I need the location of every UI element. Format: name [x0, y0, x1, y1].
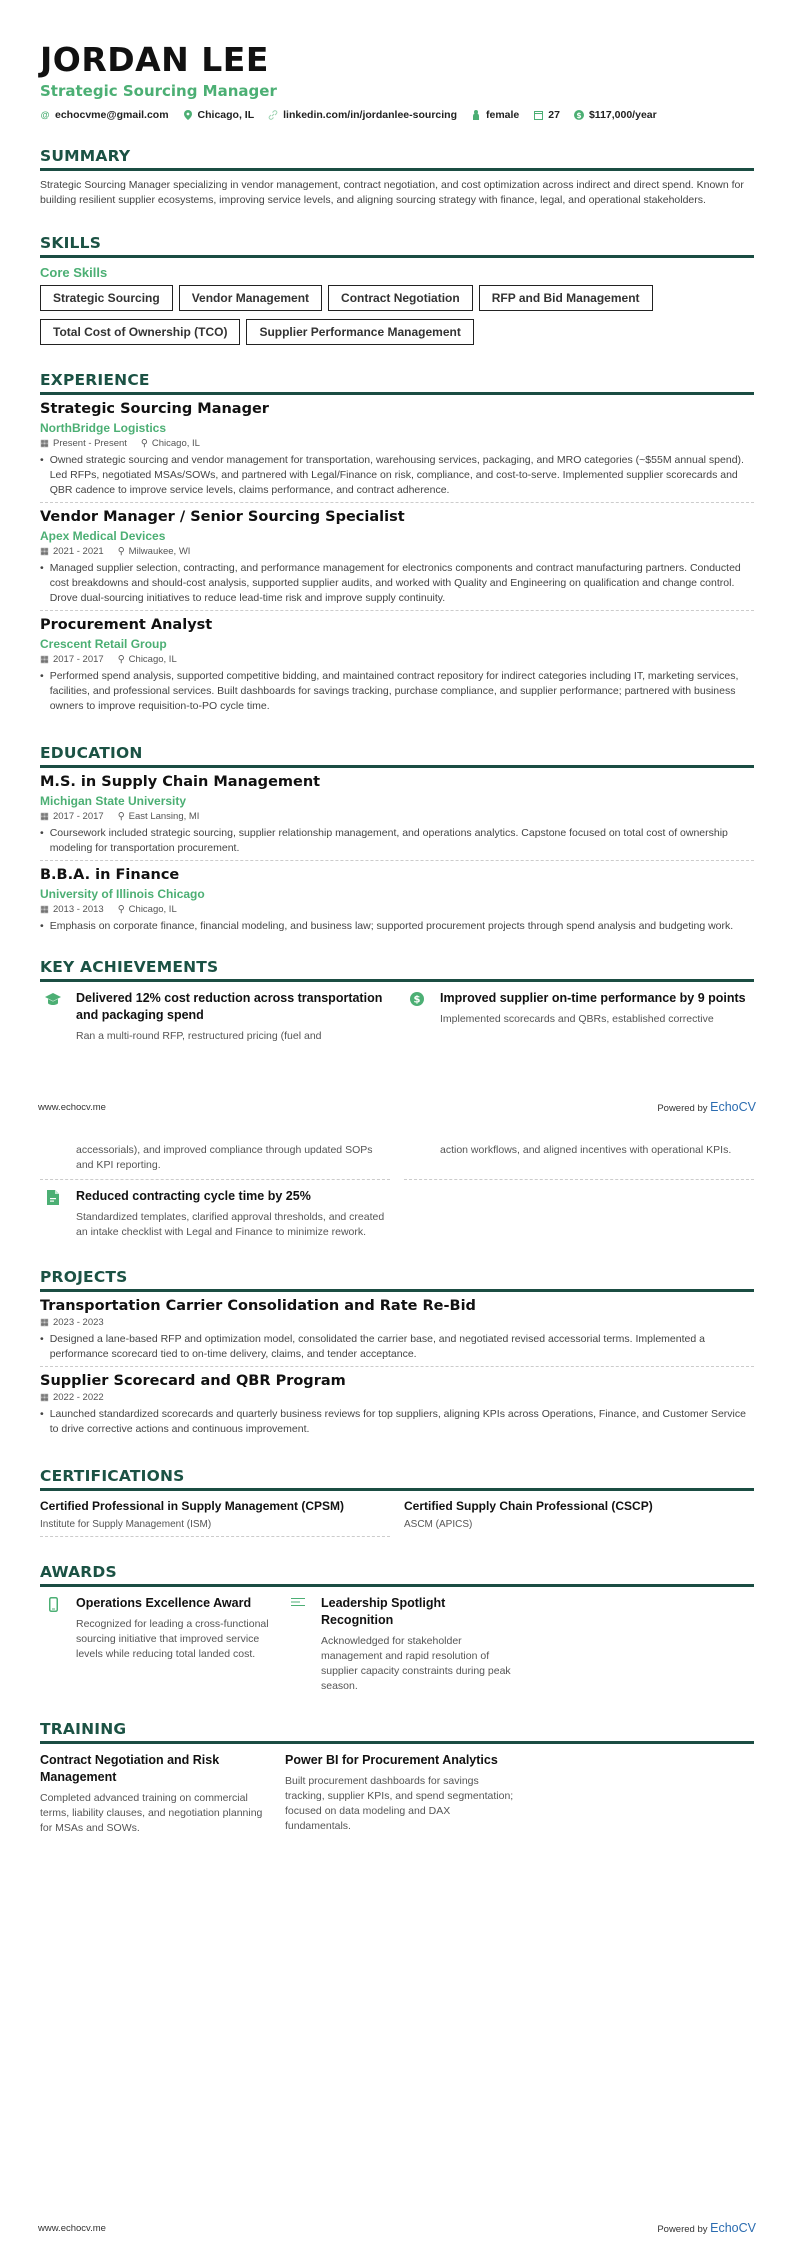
calendar-icon: ▦: [40, 1317, 49, 1328]
achievement-desc: Standardized templates, clarified approval thresholds, and created an intake checklist with Legal and Finance to minimize rework.: [76, 1211, 385, 1238]
achievements-section: [40, 958, 754, 1050]
certification-title: Certified Supply Chain Professional (CSCP): [404, 1499, 653, 1513]
email-icon: @: [40, 110, 50, 120]
certification-item: [40, 1491, 390, 1537]
document-icon: [40, 1188, 66, 1240]
section-heading: CERTIFICATIONS: [40, 1467, 754, 1491]
location-icon: ⚲: [117, 654, 125, 665]
certifications-grid: [40, 1491, 754, 1537]
entry-meta: ▦ 2022 - 2022: [40, 1392, 104, 1403]
achievements-grid: [40, 982, 754, 1050]
skill-chip: Vendor Management: [179, 285, 322, 311]
award-title: Leadership Spotlight Recognition: [321, 1596, 446, 1627]
location-icon: ⚲: [140, 438, 148, 449]
candidate-name: JORDAN LEE: [40, 40, 269, 79]
contact-age: 27: [533, 109, 560, 121]
entry-meta: ▦ 2017 - 2017 ⚲ East Lansing, MI: [40, 811, 200, 822]
contact-linkedin[interactable]: linkedin.com/in/jordanlee-sourcing: [268, 109, 457, 121]
section-heading: SKILLS: [40, 234, 754, 258]
entry-bullet: • Launched standardized scorecards and quarterly business reviews for top suppliers, aligning KPIs across Operations, Finance, and Customer Service to drive corrective actions and continuous improvement.: [40, 1408, 746, 1435]
candidate-title: Strategic Sourcing Manager: [40, 82, 277, 100]
education-entry: [40, 861, 754, 938]
training-item: [285, 1744, 530, 1836]
training-desc: Completed advanced training on commercial terms, liability clauses, and negotiation planning for MSAs and SOWs.: [40, 1792, 263, 1834]
achievement-title: Delivered 12% cost reduction across transportation and packaging spend: [76, 991, 383, 1022]
education-entry: [40, 768, 754, 861]
section-heading: SUMMARY: [40, 147, 754, 171]
training-title: Contract Negotiation and Risk Management: [40, 1753, 220, 1784]
skill-chip: Supplier Performance Management: [246, 319, 473, 345]
project-entry: [40, 1367, 754, 1441]
experience-entry: [40, 611, 754, 718]
section-heading: EXPERIENCE: [40, 371, 754, 395]
entry-meta: ▦ 2017 - 2017 ⚲ Chicago, IL: [40, 654, 177, 665]
skills-chips: [40, 285, 754, 345]
contact-salary: $ $117,000/year: [574, 109, 657, 121]
training-section: [40, 1720, 754, 1836]
achievement-item: [404, 982, 754, 1050]
entry-bullet: • Owned strategic sourcing and vendor management for transportation, warehousing services, packaging, and MRO categories (~$55M annual spend). Led RFPs, negotiated MSAs/SOWs, and partnered with Legal/Finance on risk, compliance, and cost-to-serve. Implemented supplier scorecards and QBR cadence to improve service levels, claims performance, and contract adherence.: [40, 454, 744, 496]
brand-logo[interactable]: EchoCV: [710, 2221, 756, 2235]
achievement-item: [40, 982, 390, 1050]
section-heading: PROJECTS: [40, 1268, 754, 1292]
calendar-icon: ▦: [40, 811, 49, 822]
skill-chip: Total Cost of Ownership (TCO): [40, 319, 240, 345]
skill-chip: Strategic Sourcing: [40, 285, 173, 311]
achievement-item: [40, 1180, 390, 1246]
mobile-icon: [40, 1595, 66, 1694]
summary-section: [40, 147, 754, 208]
job-title: Strategic Sourcing Manager: [40, 401, 269, 417]
awards-section: [40, 1563, 754, 1694]
certification-item: [404, 1491, 754, 1537]
achievement-desc: Implemented scorecards and QBRs, established corrective: [440, 1013, 714, 1025]
section-heading: EDUCATION: [40, 744, 754, 768]
skills-section: [40, 234, 754, 345]
certification-title: Certified Professional in Supply Management (CPSM): [40, 1499, 345, 1513]
svg-text:$: $: [576, 110, 582, 120]
experience-entry: [40, 503, 754, 611]
achievement-title: Improved supplier on-time performance by 9 points: [440, 991, 746, 1005]
school-name: Michigan State University: [40, 794, 187, 808]
project-title: Transportation Carrier Consolidation and Rate Re-Bid: [40, 1298, 476, 1314]
award-title: Operations Excellence Award: [76, 1596, 252, 1610]
training-title: Power BI for Procurement Analytics: [285, 1753, 498, 1767]
project-entry: [40, 1292, 754, 1367]
projects-section: [40, 1268, 754, 1441]
contact-email[interactable]: @ echocvme@gmail.com: [40, 109, 169, 121]
page-footer: [38, 1089, 756, 1123]
summary-text: Strategic Sourcing Manager specializing in vendor management, contract negotiation, and cost optimization across indirect and direct spend. Known for building resilient supplier ecosystems, improving service levels, and aligning sourcing strategy with finance, legal, and operational stakeholders.: [40, 179, 744, 206]
award-item: [40, 1587, 285, 1694]
dollar-icon: [404, 990, 430, 1044]
entry-bullet: • Managed supplier selection, contracting, and performance management for electronics components and contract manufacturing partners. Conducted cost breakdowns and should-cost analysis, supported supplier audits, and worked with Quality and Engineering on qualification and change control. Drove dual-sourcing initiatives to reduce lead-time risk and improve supply continuity.: [40, 562, 741, 604]
location-icon: [183, 110, 193, 120]
contact-row: [40, 109, 754, 121]
calendar-icon: ▦: [40, 654, 49, 665]
align-left-icon: [285, 1595, 311, 1694]
company-name: Apex Medical Devices: [40, 529, 166, 543]
entry-bullet: • Performed spend analysis, supported competitive bidding, and maintained contract repository for indirect categories including IT, marketing services, facilities, and professional services. Built dashboards for savings tracking, purchase compliance, and supplier performance; partnered with business owners to improve requisition-to-PO cycle time.: [40, 670, 739, 712]
experience-section: [40, 371, 754, 718]
award-desc: Acknowledged for stakeholder management and rapid resolution of supplier capacity constraints during peak season.: [321, 1635, 511, 1692]
location-icon: ⚲: [117, 904, 125, 915]
resume-page-2: [0, 1123, 794, 2246]
degree-title: B.B.A. in Finance: [40, 867, 180, 883]
awards-grid: [40, 1587, 754, 1694]
calendar-icon: [533, 110, 543, 120]
achievement-item-continued: [404, 1143, 754, 1180]
svg-text:$: $: [413, 994, 421, 1006]
achievement-desc: Ran a multi-round RFP, restructured pricing (fuel and: [76, 1030, 322, 1042]
money-icon: [574, 110, 584, 120]
achievement-desc: action workflows, and aligned incentives with operational KPIs.: [440, 1144, 732, 1156]
training-item: [40, 1744, 285, 1836]
certifications-section: [40, 1467, 754, 1537]
location-icon: ⚲: [117, 811, 125, 822]
entry-bullet: • Designed a lane-based RFP and optimization model, consolidated the carrier base, and negotiated revised accessorial terms. Implemented a performance scorecard tied to on-time delivery, claims, and tender acceptance.: [40, 1333, 705, 1360]
calendar-icon: ▦: [40, 546, 49, 557]
skill-chip: Contract Negotiation: [328, 285, 473, 311]
job-title: Vendor Manager / Senior Sourcing Specialist: [40, 509, 405, 525]
calendar-icon: ▦: [40, 1392, 49, 1403]
link-icon: [268, 110, 278, 120]
education-section: [40, 744, 754, 938]
contact-location: Chicago, IL: [183, 109, 255, 121]
project-title: Supplier Scorecard and QBR Program: [40, 1373, 346, 1389]
footer-site-link[interactable]: www.echocv.me: [38, 1101, 106, 1113]
skill-chip: RFP and Bid Management: [479, 285, 653, 311]
certification-issuer: Institute for Supply Management (ISM): [40, 1519, 212, 1530]
calendar-icon: ▦: [40, 904, 49, 915]
section-heading: AWARDS: [40, 1563, 754, 1587]
entry-meta: ▦ Present - Present ⚲ Chicago, IL: [40, 438, 200, 449]
achievement-desc: accessorials), and improved compliance through updated SOPs and KPI reporting.: [76, 1144, 373, 1171]
brand-logo[interactable]: EchoCV: [710, 1100, 756, 1114]
entry-meta: ▦ 2023 - 2023: [40, 1317, 104, 1328]
degree-title: M.S. in Supply Chain Management: [40, 774, 321, 790]
entry-bullet: • Emphasis on corporate finance, financial modeling, and business law; supported procurement projects through spend analysis and budgeting work.: [40, 920, 734, 932]
entry-bullet: • Coursework included strategic sourcing, supplier relationship management, and operations analytics. Capstone focused on total cost of ownership modeling for transportation procurement.: [40, 827, 728, 854]
contact-gender: female: [471, 109, 519, 121]
footer-powered-by: Powered by EchoCV: [657, 2221, 756, 2235]
skills-group-title: Core Skills: [40, 265, 108, 280]
company-name: NorthBridge Logistics: [40, 421, 167, 435]
company-name: Crescent Retail Group: [40, 637, 167, 651]
training-desc: Built procurement dashboards for savings tracking, supplier KPIs, and spend segmentation; focused on data modeling and DAX fundamentals.: [285, 1775, 514, 1832]
training-grid: [40, 1744, 754, 1836]
achievement-item-continued: [40, 1143, 390, 1180]
page-footer: [38, 2210, 756, 2246]
calendar-icon: ▦: [40, 438, 49, 449]
award-desc: Recognized for leading a cross-functional sourcing initiative that improved service levels while reducing total landed cost.: [76, 1618, 269, 1660]
job-title: Procurement Analyst: [40, 617, 213, 633]
person-icon: [471, 110, 481, 120]
section-heading: TRAINING: [40, 1720, 754, 1744]
footer-powered-by: Powered by EchoCV: [657, 1100, 756, 1114]
location-icon: ⚲: [117, 546, 125, 557]
footer-site-link[interactable]: www.echocv.me: [38, 2222, 106, 2234]
section-heading: KEY ACHIEVEMENTS: [40, 958, 754, 982]
school-name: University of Illinois Chicago: [40, 887, 205, 901]
award-item: [285, 1587, 530, 1694]
entry-meta: ▦ 2013 - 2013 ⚲ Chicago, IL: [40, 904, 177, 915]
certification-issuer: ASCM (APICS): [404, 1519, 473, 1530]
entry-meta: ▦ 2021 - 2021 ⚲ Milwaukee, WI: [40, 546, 191, 557]
graduation-cap-icon: [40, 990, 66, 1044]
achievement-title: Reduced contracting cycle time by 25%: [76, 1189, 311, 1203]
experience-entry: [40, 395, 754, 503]
achievements-grid-continued: [40, 1143, 754, 1246]
